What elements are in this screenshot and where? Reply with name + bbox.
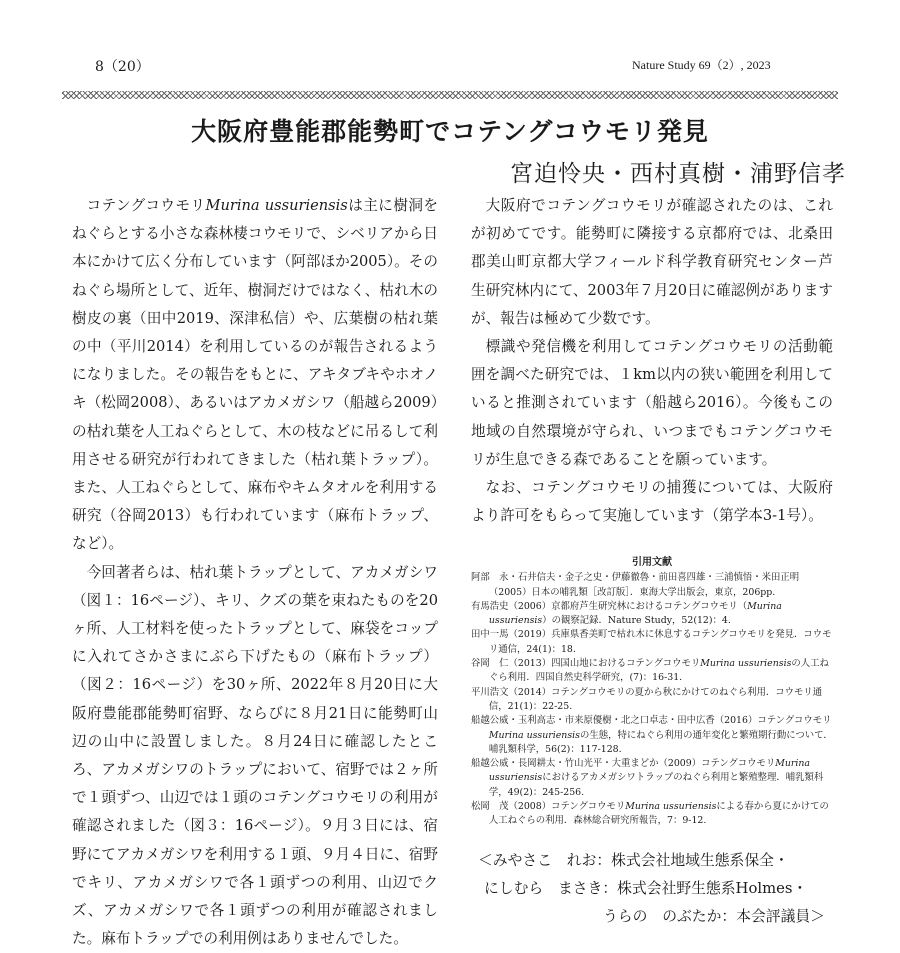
references <box>471 556 833 829</box>
body-right-column <box>471 192 833 530</box>
author-affiliation: うらの のぶたか：本会評議員＞ <box>603 908 825 925</box>
journal-citation: Nature Study 69（2）, 2023 <box>632 58 771 72</box>
paragraph: コテングコウモリMurina ussuriensisは主に樹洞をねぐらとする小さな森林棲コウモリで、シベリアから日本にかけて広く分布しています（阿部ほか2005）。そのねぐら場所として、近年、樹洞だけではなく、枯れ木の樹皮の裏（田中2019、深津私信）や、広葉樹の枯れ葉の中（平川2014）を利用しているのが報告されるようになりました。その報告をもとに、アキタブキやホオノキ（松岡2008）、あるいはアカメガシワ（船越ら2009）の枯れ葉を人工ねぐらとして、木の枝などに吊るして利用させる研究が行われてきました（枯れ葉トラップ）。また、人工ねぐらとして、麻布やキムタオルを利用する研究（谷岡2013）も行われています（麻布トラップ、など）。 <box>72 197 439 553</box>
reference-item: 田中一馬（2019）兵庫県香美町で枯れ木に休息するコテングコウモリを発見．コウモリ通信，24(1)：18. <box>471 629 832 655</box>
paragraph: 大阪府でコテングコウモリが確認されたのは、これが初めてです。能勢町に隣接する京都府では、北桑田郡美山町京都大学フィールド科学教育研究センター芦生研究林内にて、2003年７月20日に確認例がありますが、報告は極めて少数です。 <box>471 197 833 327</box>
authors: 宮迫怜央・西村真樹・浦野信孝 <box>510 161 846 187</box>
paragraph: 標識や発信機を利用してコテングコウモリの活動範囲を調べた研究では、１km以内の狭い範囲を利用していると推測されています（船越ら2016）。今後もこの地域の自然環境が守られ、いつまでもコテングコウモリが生息できる森であることを願っています。 <box>471 338 833 468</box>
header-rule <box>62 91 838 99</box>
author-affiliation: ＜みやさこ れお：株式会社地域生態系保全・ <box>478 852 789 869</box>
species-name: Murina ussuriensis <box>205 197 348 214</box>
paragraph: 今回著者らは、枯れ葉トラップとして、アカメガシワ（図１：16ページ）、キリ、クズの葉を束ねたものを20ヶ所、人工材料を使ったトラップとして、麻袋をコップに入れてさかさまにぶら下げたもの（麻布トラップ）（図２：16ページ）を30ヶ所、2022年８月20日に大阪府豊能郡能勢町宿野、ならびに８月21日に能勢町山辺の山中に設置しました。８月24日に確認したところ、アカメガシワのトラップにおいて、宿野では２ヶ所で１頭ずつ、山辺では１頭のコテングコウモリの利用が確認されました（図３：16ページ）。９月３日には、宿野にてアカメガシワを利用する１頭、９月４日に、宿野でキリ、アカメガシワで各１頭ずつの利用、山辺でクズ、アカメガシワで各１頭ずつの利用が確認されました。麻布トラップでの利用例はありませんでした。 <box>72 563 438 948</box>
page-number: 8（20） <box>95 59 150 75</box>
body-left-column <box>72 192 438 953</box>
references-heading: 引用文献 <box>632 557 672 568</box>
reference-item: 平川浩文（2014）コテングコウモリの夏から秋にかけてのねぐら利用．コウモリ通信，21(1)：22-25. <box>471 686 823 712</box>
reference-item: 船越公威・玉利高志・市来原優樹・北之口卓志・田中広香（2016）コテングコウモリMurina ussuriensisの生態，特にねぐら利用の通年変化と繁殖期行動について．哺乳類科学，56(2)：117-128. <box>471 715 833 755</box>
reference-item: 有馬浩史（2006）京都府芦生研究林におけるコテングコウモリ（Murina ussuriensis）の観察記録．Nature Study，52(12)：4. <box>471 600 782 627</box>
reference-item: 谷岡 仁（2013）四国山地におけるコテングコウモリMurina ussuriensisの人工ねぐら利用．四国自然史科学研究，(7)：16-31. <box>471 658 829 684</box>
reference-item: 船越公威・長岡耕太・竹山光平・大重まどか（2009）コテングコウモリMurina ussuriensisにおけるアカメガシワトラップのねぐら利用と繁殖整理．哺乳類科学，49(2)：245-256. <box>471 758 824 798</box>
reference-item: 阿部 永・石井信夫・金子之史・伊藤徹魯・前田喜四雄・三浦慎悟・米田正明（2005）日本の哺乳類［改訂版］．東海大学出版会，東京，206pp. <box>471 572 800 598</box>
article-title: 大阪府豊能郡能勢町でコテングコウモリ発見 <box>191 117 709 146</box>
paragraph: なお、コテングコウモリの捕獲については、大阪府より許可をもらって実施しています（第学本3-1号）。 <box>471 479 833 525</box>
reference-item: 松岡 茂（2008）コテングコウモリMurina ussuriensisによる春から夏にかけての人工ねぐらの利用．森林総合研究所報告，7：9-12. <box>471 801 829 827</box>
author-affiliation: にしむら まさき：株式会社野生態系Holmes・ <box>484 880 808 897</box>
